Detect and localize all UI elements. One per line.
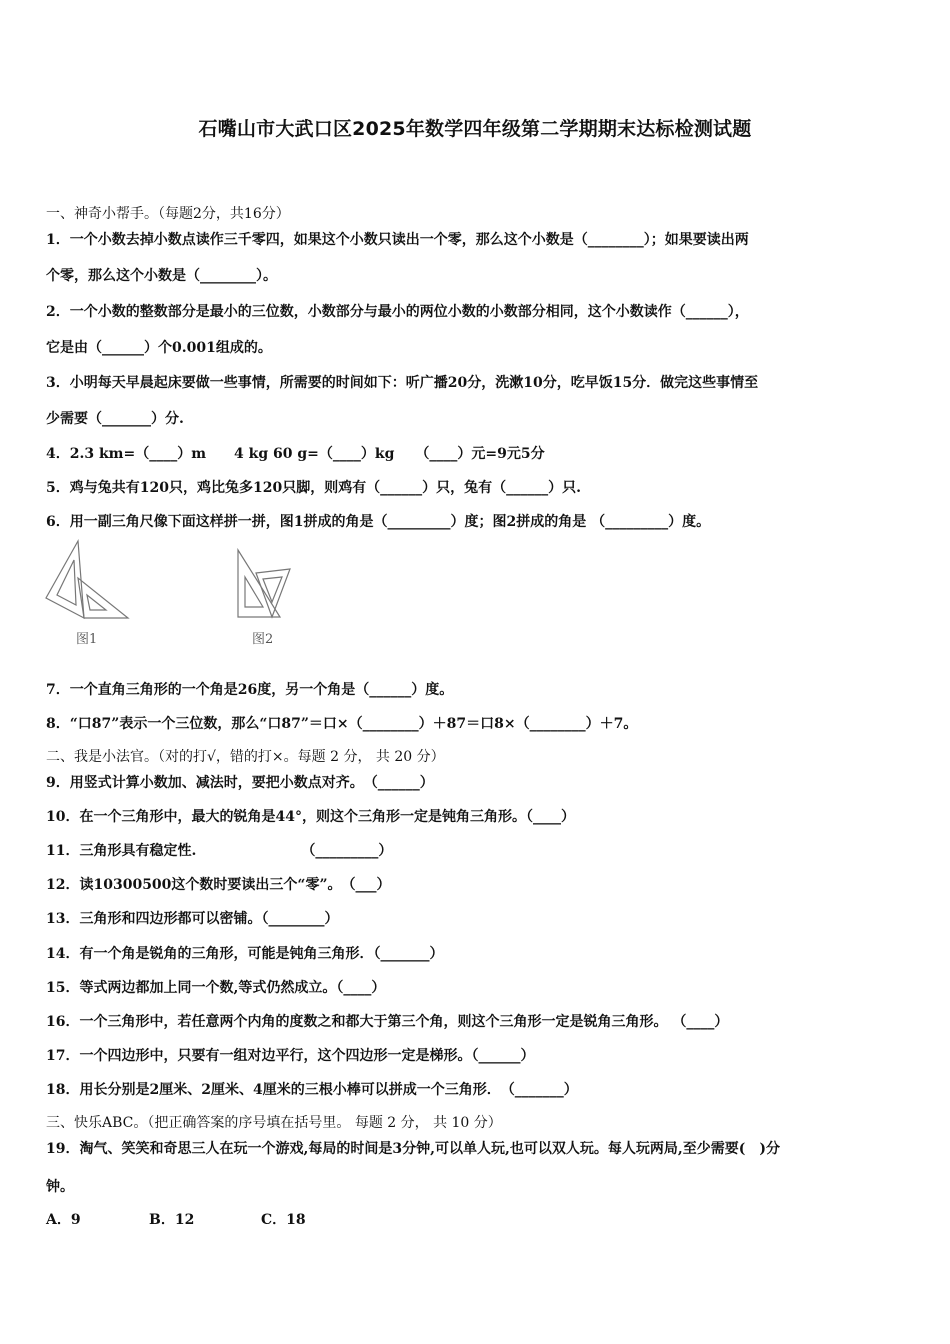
q16: 16．一个三角形中，若任意两个内角的度数之和都大于第三个角，则这个三角形一定是锐角三角形。 （____） — [46, 1014, 729, 1030]
figure1-caption: 图1 — [76, 632, 98, 647]
q5: 5．鸡与兔共有120只，鸡比兔多120只脚，则鸡有（______）只，兔有（______）只. — [46, 480, 582, 496]
fig1-triangle-outer-b — [78, 578, 128, 618]
option-b: B．12 — [149, 1212, 195, 1228]
q9: 9．用竖式计算小数加、减法时，要把小数点对齐。 （______） — [46, 775, 434, 791]
q17: 17．一个四边形中，只要有一组对边平行，这个四边形一定是梯形。（______） — [46, 1048, 535, 1064]
q8: 8．“口87”表示一个三位数，那么“口87”＝口×（________）＋87＝口8×（________）＋7。 — [46, 716, 638, 732]
q3-line1: 3．小明每天早晨起床要做一些事情，所需要的时间如下：听广播20分，洗漱10分，吃早饭15分．做完这些事情至 — [46, 375, 759, 391]
fig1-triangle-inner-a — [57, 560, 76, 605]
q19-line1: 19．淘气、笑笑和奇思三人在玩一个游戏,每局的时间是3分钟,可以单人玩,也可以双人玩。每人玩两局,至少需要( )分 — [46, 1141, 780, 1157]
q10: 10．在一个三角形中，最大的锐角是44°，则这个三角形一定是钝角三角形。（____） — [46, 809, 575, 825]
option-c: C．18 — [261, 1212, 306, 1228]
option-a: A．9 — [46, 1212, 81, 1228]
figure1-set-squares — [40, 538, 135, 626]
q12: 12．读10300500这个数时要读出三个“零”。 （___） — [46, 877, 391, 893]
q7: 7．一个直角三角形的一个角是26度，另一个角是（______）度。 — [46, 682, 454, 698]
q14: 14．有一个角是锐角的三角形，可能是钝角三角形．（_______） — [46, 946, 444, 962]
q3-line2: 少需要（_______）分. — [46, 411, 184, 427]
q15: 15．等式两边都加上同一个数,等式仍然成立。（____） — [46, 980, 386, 996]
section3-heading: 三、快乐ABC。（把正确答案的序号填在括号里。 每题 2 分， 共 10 分） — [46, 1115, 502, 1131]
q1-line2: 个零，那么这个小数是（________）。 — [46, 268, 277, 284]
q4: 4．2.3 km=（____）m 4 kg 60 g=（____）kg （____）元=9元5分 — [46, 446, 545, 462]
page-title: 石嘴山市大武口区2025年数学四年级第二学期期末达标检测试题 — [198, 118, 752, 140]
figure2-caption: 图2 — [252, 632, 274, 647]
fig1-triangle-inner-b — [87, 595, 106, 610]
q19-line2: 钟。 — [46, 1179, 74, 1195]
q18: 18．用长分别是2厘米、2厘米、4厘米的三根小棒可以拼成一个三角形． （_______） — [46, 1082, 578, 1098]
section2-heading: 二、我是小法官。（对的打√，错的打×。每题 2 分， 共 20 分） — [46, 749, 445, 765]
fig2-triangle-outer-b — [256, 569, 290, 617]
q6: 6．用一副三角尺像下面这样拼一拼，图1拼成的角是（_________）度；图2拼成的角是 （_________）度。 — [46, 514, 711, 530]
q1-line1: 1．一个小数去掉小数点读作三千零四，如果这个小数只读出一个零，那么这个小数是（________）；如果要读出两 — [46, 232, 749, 248]
q13: 13．三角形和四边形都可以密铺。（________） — [46, 911, 339, 927]
fig2-triangle-inner-a — [245, 577, 263, 607]
q2-line1: 2．一个小数的整数部分是最小的三位数，小数部分与最小的两位小数的小数部分相同，这个小数读作（______）， — [46, 304, 749, 320]
figure2-set-squares — [230, 547, 295, 625]
q11: 11．三角形具有稳定性. （_________） — [46, 843, 393, 859]
q2-line2: 它是由（______）个0.001组成的。 — [46, 340, 272, 356]
section1-heading: 一、神奇小帮手。（每题2分，共16分） — [46, 206, 290, 222]
